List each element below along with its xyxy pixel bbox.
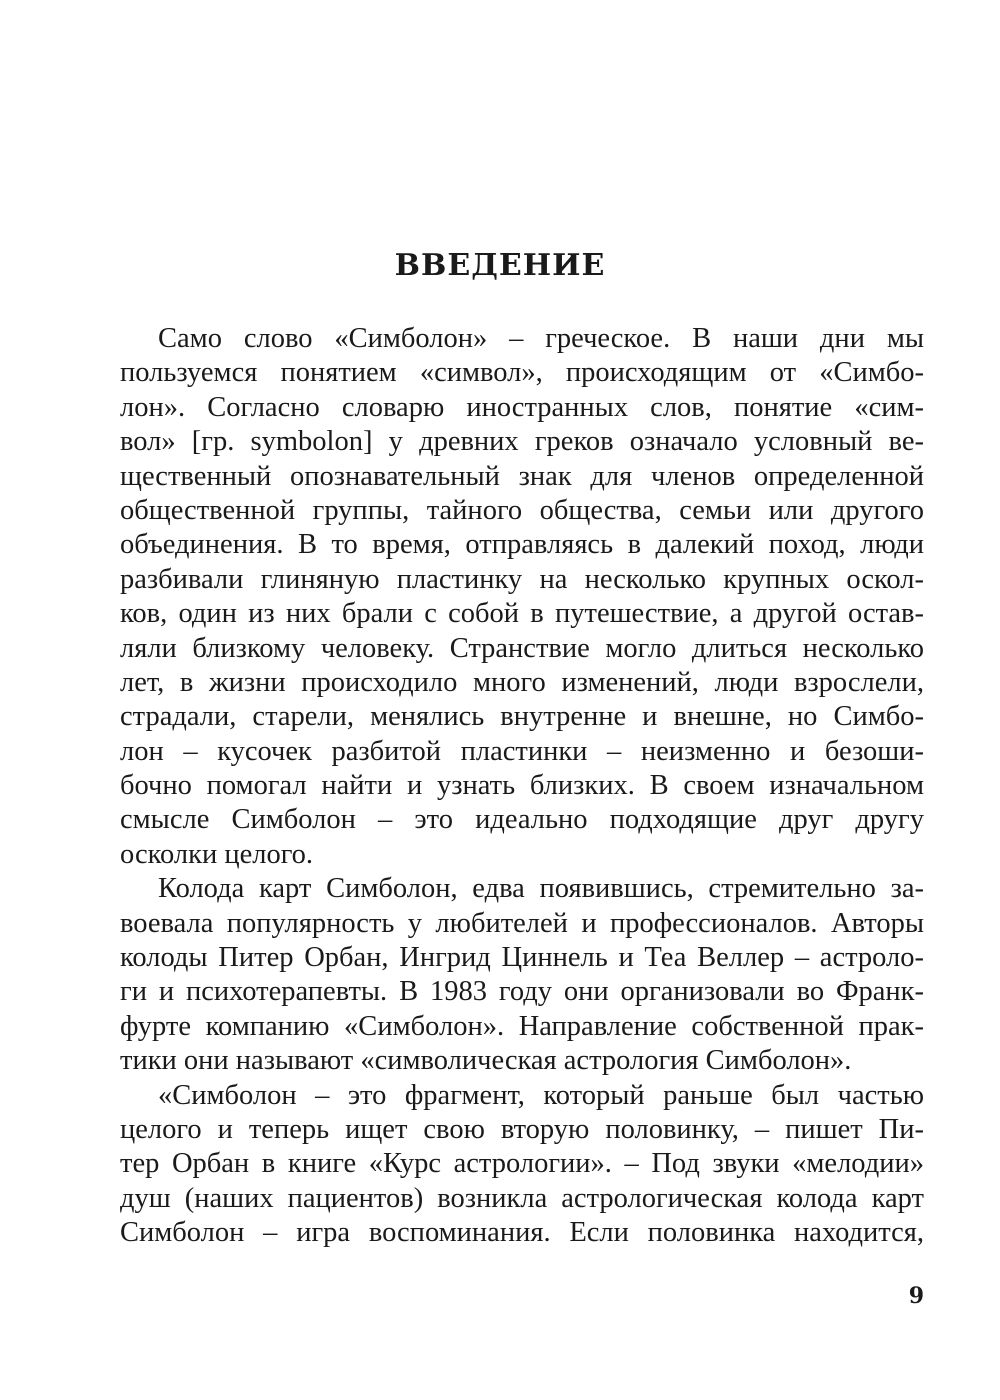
text-line: лон». Согласно словарю иностранных слов, понятие «сим- — [120, 391, 924, 423]
page-number: 9 — [908, 1283, 924, 1309]
text-line: щественный опознавательный знак для членов определенной — [120, 460, 924, 492]
body-text — [120, 322, 924, 1251]
text-line: общественной группы, тайного общества, семьи или другого — [120, 494, 924, 526]
text-line: лон – кусочек разбитой пластинки – неизменно и безоши- — [120, 735, 924, 767]
text-line: ги и психотерапевты. В 1983 году они организовали во Франк- — [120, 976, 924, 1008]
text-line: смысле Симболон – это идеально подходящие друг другу — [120, 804, 924, 836]
text-line: Симболон – игра воспоминания. Если половинка находится, — [120, 1217, 924, 1249]
text-line: воевала популярность у любителей и профессионалов. Авторы — [120, 907, 924, 939]
text-line: ляли близкому человеку. Странствие могло длиться несколько — [120, 632, 924, 664]
text-line: лет, в жизни происходило много изменений, люди взрослели, — [120, 666, 924, 698]
text-line: фурте компанию «Симболон». Направление собственной прак- — [120, 1010, 924, 1042]
text-line: душ (наших пациентов) возникла астрологическая колода карт — [120, 1182, 924, 1214]
text-line: тики они называют «символическая астрология Симболон». — [120, 1045, 852, 1077]
text-line: бочно помогал найти и узнать близких. В своем изначальном — [120, 770, 924, 802]
text-line: осколки целого. — [120, 838, 314, 870]
text-line: «Симболон – это фрагмент, который раньше был частью — [158, 1079, 924, 1111]
text-line: ков, один из них брали с собой в путешествие, а другой остав- — [120, 598, 924, 630]
text-line: объединения. В то время, отправляясь в далекий поход, люди — [120, 529, 924, 561]
text-line: тер Орбан в книге «Курс астрологии». – Под звуки «мелодии» — [120, 1148, 924, 1180]
text-line: страдали, старели, менялись внутренне и внешне, но Симбо- — [120, 701, 924, 733]
text-line: вол» [гр. symbolon] у древних греков означало условный ве- — [120, 426, 924, 458]
text-line: пользуемся понятием «символ», происходящим от «Симбо- — [120, 357, 924, 389]
text-line: целого и теперь ищет свою вторую половинку, – пишет Пи- — [120, 1113, 924, 1145]
chapter-title: ВВЕДЕНИЕ — [394, 248, 606, 283]
text-line: колоды Питер Орбан, Ингрид Циннель и Теа Веллер – астроло- — [120, 942, 924, 974]
text-line: Колода карт Симболон, едва появившись, стремительно за- — [158, 873, 924, 905]
text-line: разбивали глиняную пластинку на несколько крупных оскол- — [120, 563, 924, 595]
text-line: Само слово «Симболон» – греческое. В наши дни мы — [158, 323, 924, 354]
